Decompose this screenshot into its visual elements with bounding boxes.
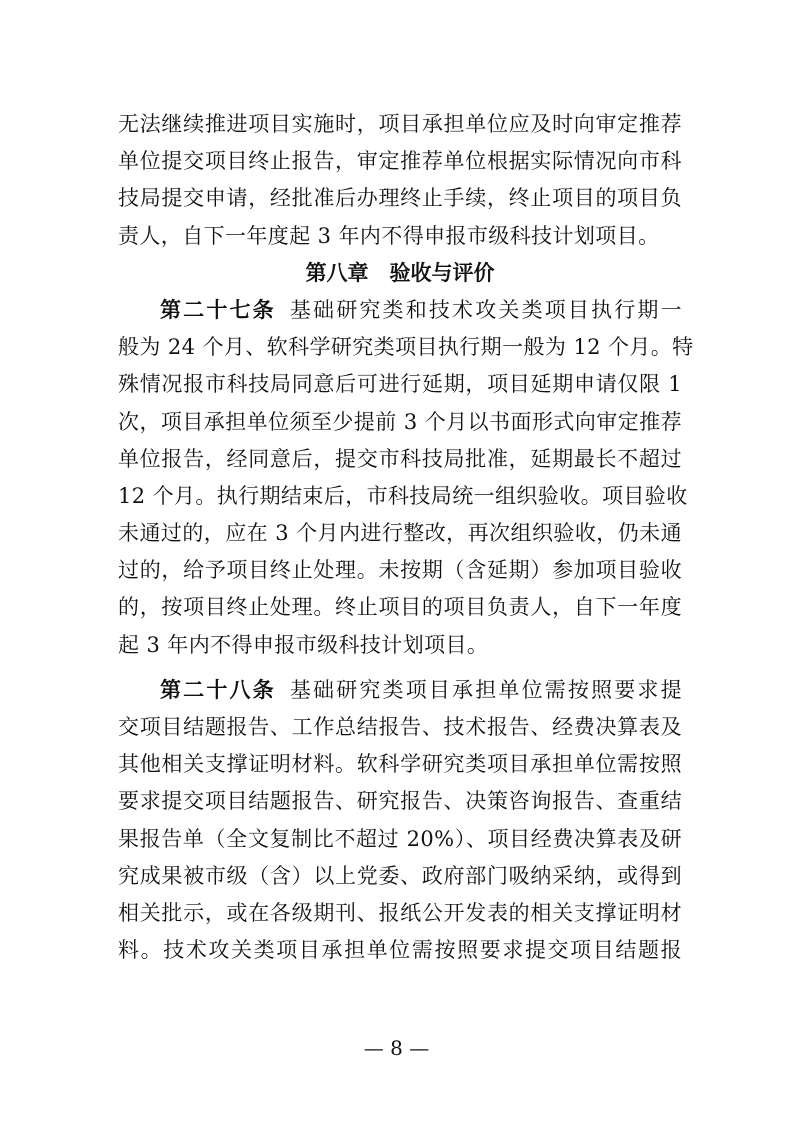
paragraph-line: 要求提交项目结题报告、研究报告、决策咨询报告、查重结: [118, 789, 682, 814]
paragraph-line: 过的，给予项目终止处理。未按期（含延期）参加项目验收: [118, 558, 682, 583]
paragraph-line: 料。技术攻关类项目承担单位需按照要求提交项目结题报: [118, 938, 682, 963]
paragraph-line: 相关批示，或在各级期刊、报纸公开发表的相关支撑证明材: [118, 900, 682, 925]
article-28-first-line: [118, 672, 682, 709]
paragraph-line: 果报告单（全文复制比不超过 20%）、项目经费决算表及研: [118, 826, 682, 851]
article-28-text: 基础研究类项目承担单位需按照要求提: [289, 677, 682, 702]
paragraph-line: 般为 24 个月、软科学研究类项目执行期一般为 12 个月。特: [118, 335, 694, 360]
document-body: [118, 106, 694, 969]
paragraph-line: 次，项目承担单位须至少提前 3 个月以书面形式向审定推荐: [118, 409, 682, 434]
paragraph-line: 单位提交项目终止报告，审定推荐单位根据实际情况向市科: [118, 149, 682, 174]
page-number: — 8 —: [363, 1036, 430, 1060]
paragraph-line: 交项目结题报告、工作总结报告、技术报告、经费决算表及: [118, 715, 682, 739]
article-27-first-line: [118, 292, 682, 329]
paragraph-line: 12 个月。执行期结束后，市科技局统一组织验收。项目验收: [118, 483, 688, 508]
paragraph-line: 未通过的，应在 3 个月内进行整改，再次组织验收，仍未通: [118, 521, 682, 546]
article-28-title: 第二十八条: [160, 677, 276, 702]
paragraph-line: 起 3 年内不得申报市级科技计划项目。: [118, 632, 489, 657]
paragraph-line: 究成果被市级（含）以上党委、政府部门吸纳采纳，或得到: [118, 863, 682, 888]
paragraph-gap: [118, 664, 682, 672]
paragraph-line: 无法继续推进项目实施时，项目承担单位应及时向审定推荐: [118, 112, 682, 136]
paragraph-line: 的，按项目终止处理。终止项目的项目负责人，自下一年度: [118, 595, 682, 620]
article-27-title: 第二十七条: [160, 297, 276, 322]
article-27-text: 基础研究类和技术攻关类项目执行期一: [289, 297, 682, 322]
paragraph-line: 责人，自下一年度起 3 年内不得申报市级科技计划项目。: [118, 223, 660, 248]
paragraph-line: 技局提交申请，经批准后办理终止手续，终止项目的项目负: [118, 186, 682, 211]
paragraph-line: 殊情况报市科技局同意后可进行延期，项目延期申请仅限 1: [118, 372, 682, 397]
paragraph-line: 单位报告，经同意后，提交市科技局批准，延期最长不超过: [118, 446, 682, 471]
chapter-heading: 第八章 验收与评价: [305, 260, 495, 285]
paragraph-line: 其他相关支撑证明材料。软科学研究类项目承担单位需按照: [118, 752, 682, 777]
